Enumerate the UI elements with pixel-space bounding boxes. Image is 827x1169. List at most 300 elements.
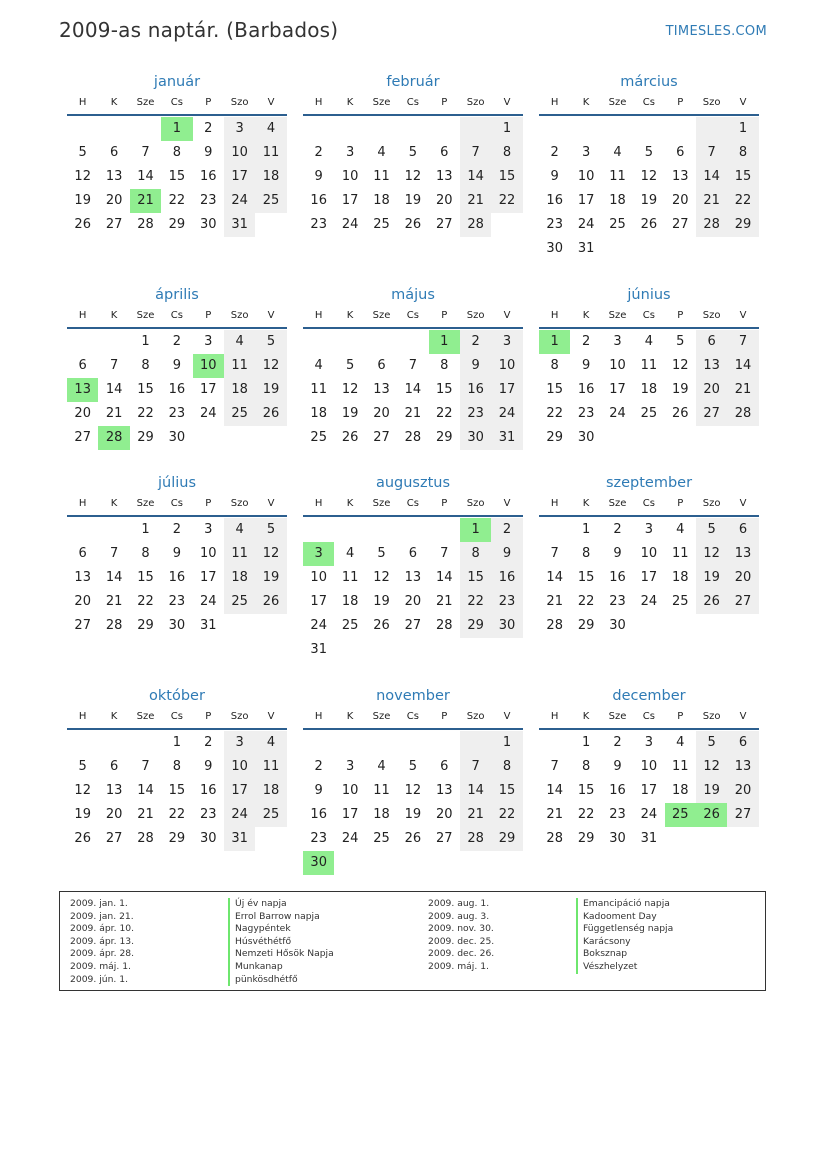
empty-cell	[303, 117, 334, 141]
day-cell: 16	[460, 378, 491, 402]
legend-date: 2009. jan. 1.	[70, 898, 128, 909]
day-cell: 7	[109, 546, 119, 561]
days-grid	[539, 117, 759, 261]
day-cell: 15	[168, 169, 186, 184]
day-cell: 19	[640, 193, 658, 208]
weekday-label: P	[205, 310, 212, 321]
day-cell: 18	[310, 406, 327, 421]
day-cell: 30	[577, 430, 595, 445]
weekday-label: Sze	[372, 498, 391, 509]
day-cell: 17	[199, 570, 217, 585]
weekday-label: P	[677, 711, 684, 722]
empty-cell	[696, 237, 727, 261]
legend-holiday-name: Vészhelyzet	[576, 961, 673, 974]
weekday-label: Cs	[642, 310, 655, 321]
holiday-day: 25	[665, 803, 696, 827]
day-cell: 21	[105, 594, 123, 609]
day-cell: 27	[727, 803, 758, 827]
weekday-label: V	[503, 97, 511, 108]
day-cell: 26	[404, 217, 422, 232]
day-cell: 16	[609, 783, 626, 798]
empty-cell	[429, 117, 460, 141]
day-cell: 1	[141, 522, 150, 537]
day-cell: 12	[373, 570, 390, 585]
empty-cell	[397, 518, 428, 542]
weekday-label: V	[739, 711, 747, 722]
empty-cell	[334, 638, 365, 662]
weekday-label: K	[582, 711, 590, 722]
day-cell: 8	[581, 759, 591, 774]
day-cell: 25	[373, 217, 390, 232]
day-cell: 12	[404, 783, 422, 798]
day-cell: 15	[168, 783, 186, 798]
days-grid	[303, 117, 523, 237]
weekday-header	[67, 493, 287, 517]
day-cell: 11	[224, 542, 255, 566]
day-cell: 2	[314, 759, 323, 774]
day-cell: 13	[696, 354, 727, 378]
legend-date: 2009. aug. 1.	[428, 898, 490, 909]
day-cell: 19	[74, 193, 91, 208]
day-cell: 11	[373, 783, 390, 798]
weekday-label: K	[110, 711, 118, 722]
day-cell: 15	[137, 382, 154, 397]
weekday-label: V	[503, 310, 511, 321]
weekday-label: Sze	[608, 97, 627, 108]
day-cell: 26	[74, 831, 91, 846]
day-cell: 6	[78, 546, 87, 561]
weekday-header	[539, 305, 759, 329]
brand-link[interactable]: TIMESLES.COM	[665, 24, 767, 39]
empty-cell	[665, 237, 696, 261]
day-cell: 21	[696, 189, 727, 213]
day-cell: 12	[696, 542, 727, 566]
weekday-label: Cs	[170, 498, 183, 509]
weekday-label: Sze	[608, 310, 627, 321]
page-title: 2009-as naptár. (Barbados)	[59, 18, 339, 42]
day-cell: 31	[199, 618, 217, 633]
empty-cell	[429, 518, 460, 542]
weekday-header	[539, 706, 759, 730]
day-cell: 21	[727, 378, 758, 402]
day-cell: 2	[314, 145, 323, 160]
empty-cell	[491, 638, 522, 662]
day-cell: 24	[491, 402, 522, 426]
weekday-label: Szo	[466, 310, 485, 321]
day-cell: 12	[74, 169, 91, 184]
legend-right-names	[576, 898, 673, 974]
day-cell: 9	[581, 358, 591, 373]
day-cell: 27	[74, 618, 91, 633]
legend-date: 2009. ápr. 10.	[70, 923, 135, 935]
day-cell: 10	[491, 354, 522, 378]
empty-cell	[539, 731, 570, 755]
day-cell: 22	[577, 807, 595, 822]
day-cell: 10	[577, 169, 595, 184]
day-cell: 13	[727, 542, 758, 566]
empty-cell	[460, 731, 491, 755]
day-cell: 25	[671, 594, 689, 609]
day-cell: 21	[460, 189, 491, 213]
day-cell: 19	[696, 779, 727, 803]
day-cell: 7	[109, 358, 119, 373]
day-cell: 15	[137, 570, 154, 585]
holiday-day: 30	[303, 851, 334, 875]
day-cell: 30	[199, 831, 217, 846]
legend-holiday-name: Munkanap	[228, 961, 334, 974]
empty-cell	[633, 426, 664, 450]
empty-cell	[696, 426, 727, 450]
day-cell: 3	[224, 117, 255, 141]
weekday-label: K	[346, 498, 354, 509]
day-cell: 15	[727, 165, 758, 189]
empty-cell	[366, 731, 397, 755]
weekday-label: H	[314, 97, 323, 108]
day-cell: 29	[491, 827, 522, 851]
month-name: április	[155, 287, 199, 303]
day-cell: 24	[640, 594, 658, 609]
empty-cell	[602, 117, 633, 141]
empty-cell	[130, 731, 161, 755]
day-cell: 9	[550, 169, 559, 184]
day-cell: 26	[74, 217, 91, 232]
day-cell: 8	[141, 358, 150, 373]
month-name: november	[376, 688, 450, 704]
empty-cell	[67, 117, 98, 141]
day-cell: 13	[404, 570, 422, 585]
legend-date: 2009. dec. 25.	[428, 935, 495, 947]
weekday-label: P	[205, 711, 212, 722]
day-cell: 3	[613, 334, 622, 349]
legend-date: 2009. aug. 3.	[428, 910, 490, 922]
legend-left-names	[228, 898, 334, 986]
day-cell: 4	[314, 358, 323, 373]
day-cell: 12	[640, 169, 658, 184]
weekday-header	[303, 92, 523, 116]
weekday-label: Szo	[230, 498, 249, 509]
day-cell: 20	[727, 779, 758, 803]
legend-date: 2009. nov. 30.	[428, 923, 494, 935]
holiday-day: 3	[303, 542, 334, 566]
day-cell: 14	[460, 779, 491, 803]
weekday-header	[67, 706, 287, 730]
weekday-label: Cs	[406, 498, 419, 509]
weekday-label: Szo	[702, 97, 721, 108]
empty-cell	[602, 237, 633, 261]
day-cell: 22	[491, 803, 522, 827]
weekday-label: V	[739, 97, 747, 108]
day-cell: 11	[255, 755, 286, 779]
empty-cell	[366, 851, 397, 875]
day-cell: 14	[137, 783, 154, 798]
day-cell: 28	[546, 618, 563, 633]
day-cell: 18	[671, 570, 689, 585]
month-name: július	[157, 475, 197, 491]
empty-cell	[696, 614, 727, 638]
weekday-label: V	[739, 498, 747, 509]
month-name: december	[612, 688, 686, 704]
day-cell: 29	[435, 430, 453, 445]
empty-cell	[334, 731, 365, 755]
day-cell: 25	[341, 618, 359, 633]
day-cell: 16	[168, 382, 186, 397]
day-cell: 5	[78, 759, 87, 774]
day-cell: 24	[199, 594, 217, 609]
day-cell: 13	[671, 169, 689, 184]
day-cell: 8	[727, 141, 758, 165]
day-cell: 3	[491, 330, 522, 354]
day-cell: 4	[676, 522, 685, 537]
empty-cell	[255, 614, 286, 638]
holiday-day: 26	[696, 803, 727, 827]
empty-cell	[727, 237, 758, 261]
month-4	[67, 285, 287, 450]
day-cell: 16	[199, 783, 217, 798]
day-cell: 29	[577, 618, 595, 633]
empty-cell	[460, 638, 491, 662]
day-cell: 12	[696, 755, 727, 779]
day-cell: 24	[341, 831, 359, 846]
day-cell: 8	[550, 358, 559, 373]
day-cell: 29	[577, 831, 595, 846]
weekday-label: P	[677, 310, 684, 321]
day-cell: 26	[696, 590, 727, 614]
day-cell: 17	[640, 570, 658, 585]
month-name: október	[149, 688, 205, 704]
empty-cell	[334, 117, 365, 141]
day-cell: 16	[199, 169, 217, 184]
day-cell: 25	[310, 430, 327, 445]
holiday-day: 21	[130, 189, 161, 213]
legend-date: 2009. máj. 1.	[428, 960, 489, 972]
empty-cell	[366, 117, 397, 141]
holiday-legend	[59, 891, 766, 991]
days-grid	[303, 518, 523, 662]
weekday-label: K	[346, 711, 354, 722]
day-cell: 9	[172, 358, 181, 373]
weekday-label: Cs	[406, 310, 419, 321]
day-cell: 4	[224, 518, 255, 542]
day-cell: 12	[671, 358, 689, 373]
month-3	[539, 72, 759, 261]
day-cell: 2	[172, 522, 181, 537]
legend-date: 2009. máj. 1.	[70, 960, 131, 972]
day-cell: 8	[491, 141, 522, 165]
weekday-label: Sze	[372, 97, 391, 108]
day-cell: 17	[199, 382, 217, 397]
empty-cell	[397, 117, 428, 141]
weekday-label: Sze	[372, 711, 391, 722]
weekday-label: P	[441, 498, 448, 509]
empty-cell	[366, 330, 397, 354]
day-cell: 1	[172, 735, 181, 750]
empty-cell	[366, 638, 397, 662]
weekday-label: H	[78, 498, 87, 509]
day-cell: 25	[373, 831, 390, 846]
day-cell: 23	[199, 807, 217, 822]
legend-right-dates	[428, 898, 494, 974]
empty-cell	[633, 117, 664, 141]
day-cell: 5	[676, 334, 685, 349]
day-cell: 24	[224, 803, 255, 827]
weekday-label: Cs	[406, 97, 419, 108]
day-cell: 7	[550, 759, 559, 774]
day-cell: 2	[581, 334, 591, 349]
weekday-label: K	[110, 310, 118, 321]
day-cell: 19	[404, 193, 422, 208]
day-cell: 7	[550, 546, 559, 561]
empty-cell	[255, 827, 286, 851]
day-cell: 25	[224, 590, 255, 614]
empty-cell	[67, 731, 98, 755]
weekday-label: Szo	[230, 97, 249, 108]
empty-cell	[429, 638, 460, 662]
day-cell: 1	[727, 117, 758, 141]
weekday-label: Cs	[170, 97, 183, 108]
day-cell: 26	[255, 590, 286, 614]
empty-cell	[334, 518, 365, 542]
day-cell: 30	[168, 618, 186, 633]
days-grid	[539, 518, 759, 638]
weekday-label: Cs	[170, 310, 183, 321]
day-cell: 8	[172, 759, 181, 774]
weekday-label: Sze	[136, 711, 155, 722]
weekday-label: Cs	[170, 711, 183, 722]
day-cell: 1	[491, 731, 522, 755]
month-6	[539, 285, 759, 450]
day-cell: 18	[341, 594, 359, 609]
day-cell: 11	[373, 169, 390, 184]
day-cell: 9	[314, 169, 323, 184]
day-cell: 23	[199, 193, 217, 208]
holiday-day: 10	[193, 354, 224, 378]
day-cell: 22	[137, 594, 154, 609]
weekday-label: H	[78, 711, 87, 722]
day-cell: 7	[696, 141, 727, 165]
day-cell: 4	[377, 145, 386, 160]
weekday-header	[303, 493, 523, 517]
day-cell: 18	[640, 382, 658, 397]
day-cell: 5	[255, 330, 286, 354]
day-cell: 4	[345, 546, 355, 561]
day-cell: 3	[644, 522, 653, 537]
day-cell: 14	[137, 169, 154, 184]
day-cell: 12	[255, 542, 286, 566]
weekday-label: Sze	[136, 97, 155, 108]
day-cell: 30	[609, 618, 626, 633]
days-grid	[303, 731, 523, 875]
day-cell: 25	[255, 189, 286, 213]
day-cell: 22	[168, 193, 186, 208]
day-cell: 18	[224, 378, 255, 402]
weekday-header	[67, 305, 287, 329]
day-cell: 2	[550, 145, 559, 160]
weekday-label: Szo	[230, 310, 249, 321]
legend-holiday-name: Errol Barrow napja	[228, 911, 334, 924]
day-cell: 8	[491, 755, 522, 779]
day-cell: 4	[644, 334, 653, 349]
day-cell: 6	[676, 145, 685, 160]
day-cell: 19	[696, 566, 727, 590]
holiday-day: 1	[429, 330, 460, 354]
day-cell: 2	[172, 334, 181, 349]
day-cell: 24	[224, 189, 255, 213]
day-cell: 29	[137, 430, 154, 445]
empty-cell	[727, 426, 758, 450]
day-cell: 3	[345, 145, 355, 160]
day-cell: 25	[224, 402, 255, 426]
legend-holiday-name: Új év napja	[228, 898, 334, 911]
day-cell: 19	[341, 406, 359, 421]
empty-cell	[98, 731, 129, 755]
empty-cell	[727, 614, 758, 638]
day-cell: 27	[373, 430, 390, 445]
legend-left-dates	[70, 898, 134, 986]
day-cell: 20	[671, 193, 689, 208]
day-cell: 7	[408, 358, 417, 373]
day-cell: 23	[546, 217, 563, 232]
day-cell: 4	[377, 759, 386, 774]
day-cell: 5	[345, 358, 355, 373]
day-cell: 24	[609, 406, 626, 421]
day-cell: 9	[314, 783, 323, 798]
weekday-label: V	[267, 711, 275, 722]
weekday-label: V	[739, 310, 747, 321]
day-cell: 5	[408, 759, 417, 774]
day-cell: 11	[671, 759, 689, 774]
day-cell: 28	[435, 618, 453, 633]
day-cell: 29	[168, 831, 186, 846]
day-cell: 15	[460, 566, 491, 590]
day-cell: 20	[435, 193, 453, 208]
day-cell: 21	[435, 594, 453, 609]
day-cell: 18	[255, 165, 286, 189]
day-cell: 20	[727, 566, 758, 590]
weekday-label: Cs	[406, 711, 419, 722]
weekday-label: Cs	[642, 97, 655, 108]
day-cell: 20	[435, 807, 453, 822]
empty-cell	[193, 426, 224, 450]
day-cell: 14	[435, 570, 453, 585]
day-cell: 12	[404, 169, 422, 184]
day-cell: 17	[341, 193, 359, 208]
day-cell: 14	[546, 570, 563, 585]
day-cell: 7	[141, 759, 150, 774]
day-cell: 16	[310, 807, 327, 822]
day-cell: 5	[255, 518, 286, 542]
day-cell: 19	[373, 594, 390, 609]
day-cell: 21	[460, 803, 491, 827]
day-cell: 22	[137, 406, 154, 421]
empty-cell	[665, 117, 696, 141]
days-grid	[67, 518, 287, 638]
holiday-day: 28	[98, 426, 129, 450]
days-grid	[303, 330, 523, 450]
holiday-day: 1	[460, 518, 491, 542]
day-cell: 23	[310, 831, 327, 846]
month-name: március	[620, 74, 678, 90]
empty-cell	[460, 851, 491, 875]
empty-cell	[224, 614, 255, 638]
legend-holiday-name: Függetlenség napja	[576, 923, 673, 936]
day-cell: 19	[74, 807, 91, 822]
day-cell: 23	[609, 594, 626, 609]
day-cell: 27	[696, 402, 727, 426]
weekday-header	[303, 305, 523, 329]
day-cell: 19	[671, 382, 689, 397]
day-cell: 30	[460, 426, 491, 450]
day-cell: 16	[609, 570, 626, 585]
